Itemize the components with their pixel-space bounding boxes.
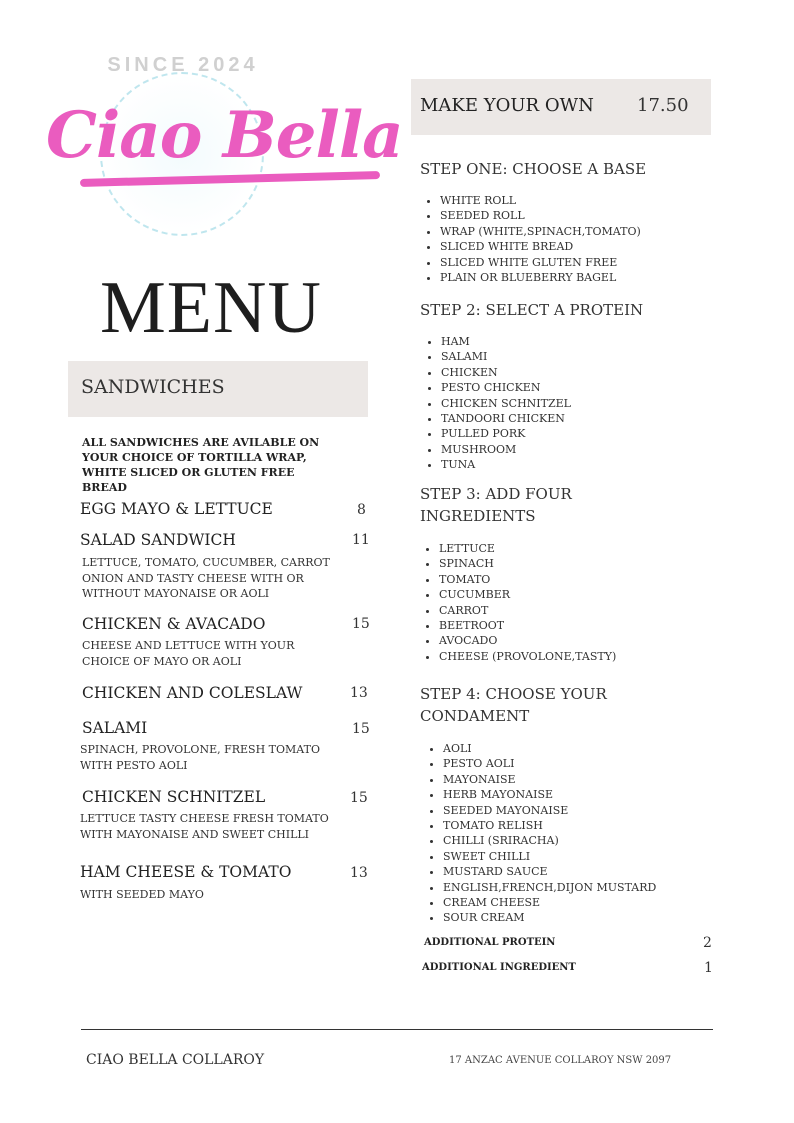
menu-item-price: 8: [357, 502, 366, 518]
list-item: • WRAP (WHITE,SPINACH,TOMATO): [440, 224, 641, 239]
footer-address: 17 ANZAC AVENUE COLLAROY NSW 2097: [449, 1055, 672, 1066]
menu-item-price: 15: [350, 790, 368, 806]
logo-name: Ciao Bella: [46, 98, 403, 173]
menu-item-name: CHICKEN SCHNITZEL: [82, 788, 266, 806]
list-item: • CHEESE (PROVOLONE,TASTY): [439, 649, 616, 664]
step-title: STEP 3: ADD FOUR INGREDIENTS: [420, 485, 572, 525]
sandwiches-note: ALL SANDWICHES ARE AVILABLE ON YOUR CHOICE OF TORTILLA WRAP, WHITE SLICED OR GLUTEN FREE BREAD: [82, 436, 320, 494]
list-item: • CARROT: [439, 603, 616, 618]
menu-item-name: SALAD SANDWICH: [80, 531, 236, 549]
list-item: • AVOCADO: [439, 633, 616, 648]
step-title: STEP 2: SELECT A PROTEIN: [420, 301, 644, 319]
make-your-own-price: 17.50: [637, 95, 689, 116]
menu-item-price: 13: [350, 685, 368, 701]
list-item: • HERB MAYONAISE: [443, 787, 656, 802]
additional-ingredient-price: 1: [704, 960, 713, 976]
sandwiches-heading: SANDWICHES: [81, 376, 225, 398]
list-item: • TUNA: [441, 457, 571, 472]
menu-item-name: EGG MAYO & LETTUCE: [80, 500, 273, 518]
list-item: • SPINACH: [439, 556, 616, 571]
menu-item-description: WITH SEEDED MAYO: [80, 888, 204, 901]
list-item: • SLICED WHITE BREAD: [440, 239, 641, 254]
list-item: • PESTO CHICKEN: [441, 380, 571, 395]
menu-title: MENU: [100, 267, 322, 349]
list-item: • MUSTARD SAUCE: [443, 864, 656, 879]
list-item: • CUCUMBER: [439, 587, 616, 602]
list-item: • PESTO AOLI: [443, 756, 656, 771]
footer-business-name: CIAO BELLA COLLAROY: [86, 1052, 265, 1068]
base-options-list: [422, 193, 641, 285]
list-item: • SALAMI: [441, 349, 571, 364]
list-item: • HAM: [441, 334, 571, 349]
additional-protein-price: 2: [703, 935, 712, 951]
menu-item-price: 13: [350, 865, 368, 881]
logo-since-text: SINCE 2024: [107, 54, 259, 76]
menu-item-name: CHICKEN & AVACADO: [82, 615, 266, 633]
step-title: STEP 4: CHOOSE YOUR CONDAMENT: [420, 685, 607, 725]
make-your-own-title: MAKE YOUR OWN: [420, 95, 594, 116]
protein-options-list: [423, 334, 571, 473]
menu-item-price: 11: [352, 532, 370, 548]
list-item: • MUSHROOM: [441, 442, 571, 457]
logo: [40, 50, 403, 240]
list-item: • CHICKEN SCHNITZEL: [441, 396, 571, 411]
list-item: • WHITE ROLL: [440, 193, 641, 208]
list-item: • CHILLI (SRIRACHA): [443, 833, 656, 848]
sandwiches-heading-band: [68, 361, 368, 417]
list-item: • PLAIN OR BLUEBERRY BAGEL: [440, 270, 641, 285]
list-item: • BEETROOT: [439, 618, 616, 633]
list-item: • ENGLISH,FRENCH,DIJON MUSTARD: [443, 880, 656, 895]
list-item: • TOMATO RELISH: [443, 818, 656, 833]
make-your-own-band: [411, 79, 711, 135]
list-item: • AOLI: [443, 741, 656, 756]
condiment-options-list: [425, 741, 656, 926]
menu-item-description: LETTUCE, TOMATO, CUCUMBER, CARROT ONION AND TASTY CHEESE WITH OR WITHOUT MAYONAISE OR AOLI: [82, 556, 330, 600]
menu-item-name: HAM CHEESE & TOMATO: [80, 863, 292, 881]
list-item: • CREAM CHEESE: [443, 895, 656, 910]
menu-item-description: LETTUCE TASTY CHEESE FRESH TOMATO WITH MAYONAISE AND SWEET CHILLI: [80, 812, 329, 841]
menu-item-name: CHICKEN AND COLESLAW: [82, 684, 303, 702]
additional-protein-label: ADDITIONAL PROTEIN: [424, 937, 556, 948]
list-item: • MAYONAISE: [443, 772, 656, 787]
list-item: • SWEET CHILLI: [443, 849, 656, 864]
list-item: • SLICED WHITE GLUTEN FREE: [440, 255, 641, 270]
list-item: • SEEDED ROLL: [440, 208, 641, 223]
step-title: STEP ONE: CHOOSE A BASE: [420, 160, 647, 178]
list-item: • SOUR CREAM: [443, 910, 656, 925]
list-item: • CHICKEN: [441, 365, 571, 380]
menu-item-price: 15: [352, 616, 370, 632]
list-item: • SEEDED MAYONAISE: [443, 803, 656, 818]
list-item: • TOMATO: [439, 572, 616, 587]
menu-item-description: SPINACH, PROVOLONE, FRESH TOMATO WITH PESTO AOLI: [80, 743, 320, 772]
list-item: • PULLED PORK: [441, 426, 571, 441]
list-item: • LETTUCE: [439, 541, 616, 556]
additional-ingredient-label: ADDITIONAL INGREDIENT: [422, 962, 576, 973]
ingredient-options-list: [421, 541, 616, 664]
footer-divider: [81, 1029, 713, 1030]
menu-item-name: SALAMI: [82, 719, 148, 737]
list-item: • TANDOORI CHICKEN: [441, 411, 571, 426]
menu-item-description: CHEESE AND LETTUCE WITH YOUR CHOICE OF MAYO OR AOLI: [82, 639, 295, 668]
menu-item-price: 15: [352, 721, 370, 737]
